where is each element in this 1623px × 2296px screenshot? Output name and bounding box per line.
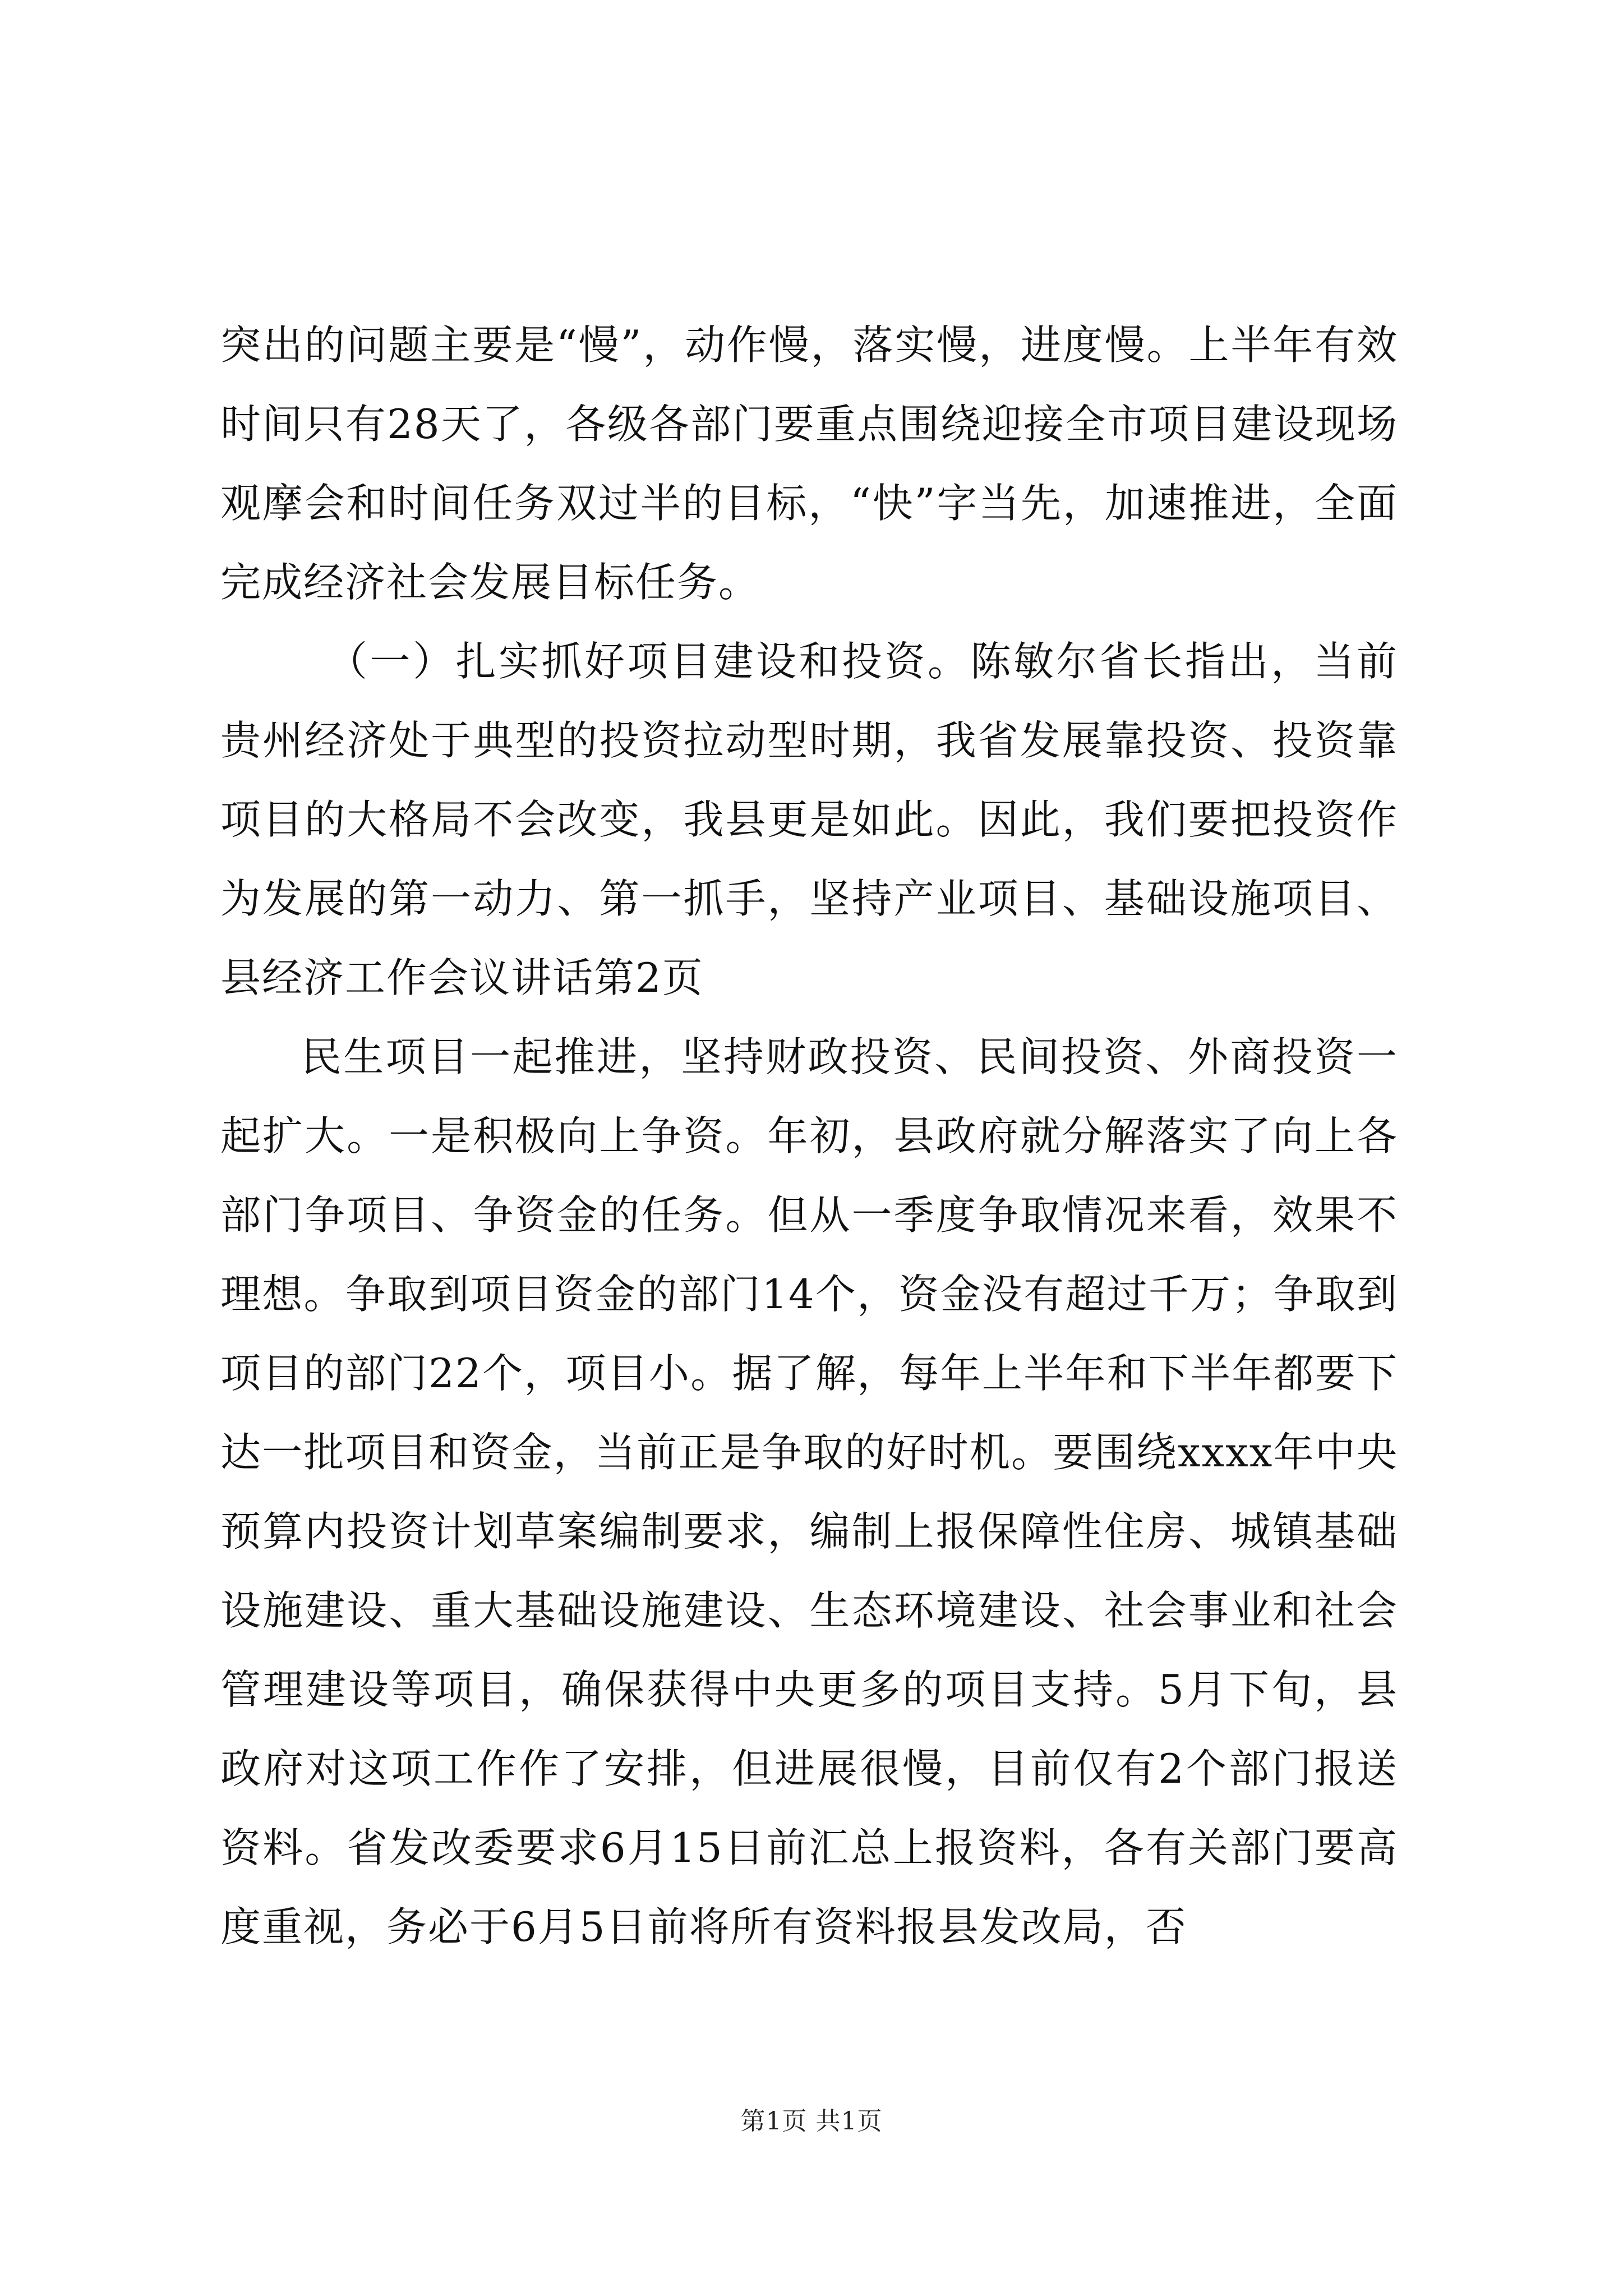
- paragraph-3: 民生项目一起推进，坚持财政投资、民间投资、外商投资一起扩大。一是积极向上争资。年初，县政府就分解落实了向上各部门争项目、争资金的任务。但从一季度争取情况来看，效果不理想。争取到项目资金的部门14个，资金没有超过千万；争取到项目的部门22个，项目小。据了解，每年上半年和下半年都要下达一批项目和资金，当前正是争取的好时机。要围绕xxxx年中央预算内投资计划草案编制要求，编制上报保障性住房、城镇基础设施建设、重大基础设施建设、生态环境建设、社会事业和社会管理建设等项目，确保获得中央更多的项目支持。5月下旬，县政府对这项工作作了安排，但进展很慢，目前仅有2个部门报送资料。省发改委要求6月15日前汇总上报资料，各有关部门要高度重视，务必于6月5日前将所有资料报县发改局，否: [220, 1033, 1398, 1950]
- paragraph-1: 突出的问题主要是“慢”，动作慢，落实慢，进度慢。上半年有效时间只有28天了，各级各部门要重点围绕迎接全市项目建设现场观摩会和时间任务双过半的目标，“快”字当先，加速推进，全面完成经济社会发展目标任务。: [220, 321, 1398, 606]
- document-body: [220, 306, 1398, 1967]
- paragraph-2: （一）扎实抓好项目建设和投资。陈敏尔省长指出，当前贵州经济处于典型的投资拉动型时期，我省发展靠投资、投资靠项目的大格局不会改变，我县更是如此。因此，我们要把投资作为发展的第一动力、第一抓手，坚持产业项目、基础设施项目、县经济工作会议讲话第2页: [220, 638, 1398, 1001]
- page-footer: 第1页 共1页: [740, 2107, 883, 2136]
